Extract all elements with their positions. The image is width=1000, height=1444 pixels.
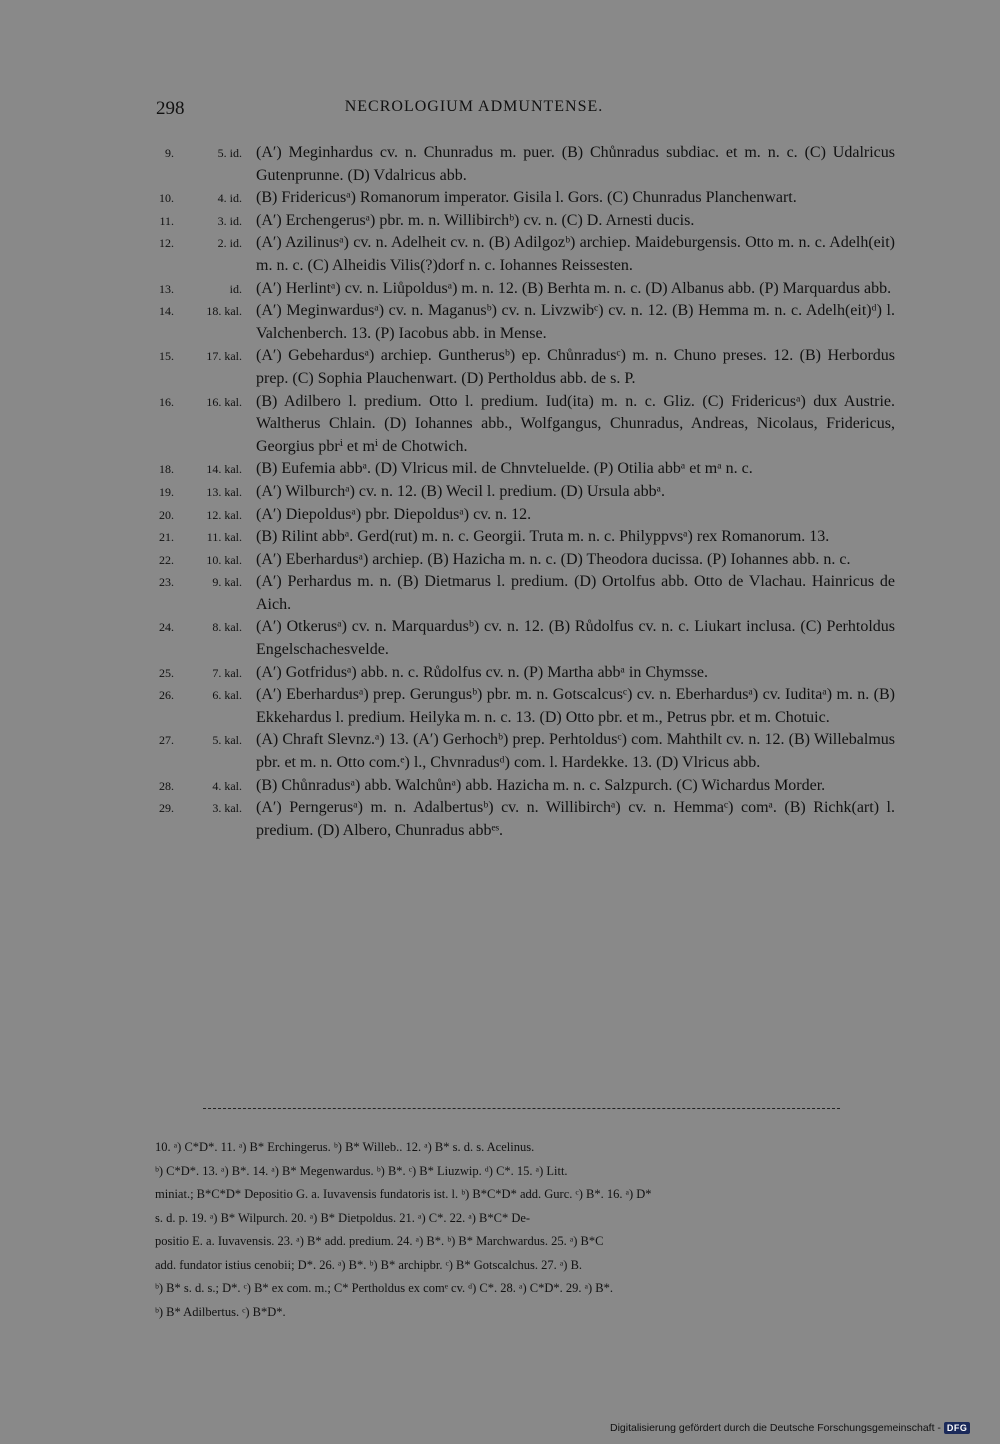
entry-text: (B) Adilbero l. predium. Otto l. predium. Iud(ita) m. n. c. Gliz. (C) Fridericusᵃ) dux Austrie. Waltherus Chlain. (D) Iohannes abb., Wolfgangus, Chunradus, Andreas, Nicolaus, Fridericus, Georgius pbrⁱ et mⁱ de Chotwich.: [256, 392, 895, 455]
necrology-entry: [150, 232, 895, 277]
footnote-line: 10. ᵃ) C*D*. 11. ᵃ) B* Erchingerus. ᵇ) B* Willeb.. 12. ᵃ) B* s. d. s. Acelinus.: [155, 1140, 535, 1154]
entry-date: 3. id.: [217, 213, 242, 228]
entry-number: 23.: [159, 575, 174, 590]
necrology-entry: [150, 775, 895, 798]
entry-number: 9.: [165, 146, 174, 160]
necrology-entry: [150, 187, 895, 210]
necrology-entry: [150, 458, 895, 481]
entry-text: (B) Eufemia abbᵃ. (D) Vlricus mil. de Chnvteluelde. (P) Otilia abbᵃ et mᵃ n. c.: [256, 460, 753, 478]
entry-date: 6. kal.: [212, 688, 242, 703]
entry-text: (A′) Diepoldusᵃ) pbr. Diepoldusᵃ) cv. n. 12.: [256, 505, 532, 523]
necrology-entry: [150, 526, 895, 549]
entry-date: 11. kal.: [206, 530, 242, 545]
entry-number: 21.: [159, 530, 174, 545]
entry-number: 12.: [159, 236, 174, 251]
necrology-entry: [150, 616, 895, 661]
entry-date: 3. kal.: [212, 801, 242, 816]
entry-text: (A′) Wilburchᵃ) cv. n. 12. (B) Wecil l. predium. (D) Ursula abbᵃ.: [256, 482, 666, 500]
entry-number: 11.: [159, 213, 174, 228]
entry-text: (A′) Perngerusᵃ) m. n. Adalbertusᵇ) cv. n. Willibirchᵃ) cv. n. Hemmaᶜ) comᵃ. (B) Richk(art) l. predium. (D) Albero, Chunradus abbᵉˢ.: [256, 799, 895, 839]
entry-date: 5. id.: [217, 146, 242, 160]
entry-date: 14. kal.: [206, 462, 242, 477]
necrology-entry: [150, 504, 895, 527]
footnote-line: ᵇ) C*D*. 13. ᵃ) B*. 14. ᵃ) B* Megenwardus. ᵇ) B*. ᶜ) B* Liuzwip. ᵈ) C*. 15. ᵃ) Litt.: [155, 1163, 568, 1178]
entry-text: (B) Chůnradusᵃ) abb. Walchůnᵃ) abb. Hazicha m. n. c. Salzpurch. (C) Wichardus Morder.: [256, 776, 826, 794]
entry-number: 19.: [159, 484, 174, 499]
entry-date: 12. kal.: [206, 507, 242, 522]
entry-date: 13. kal.: [206, 484, 242, 499]
entry-number: 18.: [159, 462, 174, 477]
entry-date: 8. kal.: [212, 620, 242, 635]
necrology-entry: [150, 662, 895, 685]
necrology-entry: [150, 571, 895, 616]
necrology-entries: [150, 142, 895, 842]
footnote-line: ᵇ) B* Adilbertus. ᶜ) B*D*.: [155, 1304, 286, 1319]
entry-number: 26.: [159, 688, 174, 703]
necrology-entry: [150, 278, 895, 301]
necrology-entry: [150, 729, 895, 774]
entry-number: 28.: [159, 778, 174, 793]
entry-text: (A′) Eberhardusᵃ) prep. Gerungusᵇ) pbr. m. n. Gotscalcusᶜ) cv. n. Eberhardusᵃ) cv. Iuditaᵃ) m. n. (B) Ekkehardus l. predium. Heilyka m. n. c. 13. (D) Otto pbr. et m., Petrus pbr. et m. Chotuic.: [256, 686, 895, 726]
entry-text: (A′) Erchengerusᵃ) pbr. m. n. Willibirchᵇ) cv. n. (C) D. Arnesti ducis.: [256, 211, 695, 229]
entry-number: 16.: [159, 394, 174, 409]
necrology-entry: [150, 300, 895, 345]
entry-text: (A′) Meginhardus cv. n. Chunradus m. puer. (B) Chůnradus subdiac. et m. n. c. (C) Udalricus Gutenprunne. (D) Vdalricus abb.: [256, 144, 895, 184]
entry-text: (A′) Meginwardusᵃ) cv. n. Maganusᵇ) cv. n. Livzwibᶜ) cv. n. 12. (B) Hemma m. n. c. Adelh(eit)ᵈ) l. Valchenberch. 13. (P) Iacobus abb. in Mense.: [256, 302, 895, 342]
footnote-line: s. d. p. 19. ᵃ) B* Wilpurch. 20. ᵃ) B* Dietpoldus. 21. ᵃ) C*. 22. ᵃ) B*C* De-: [155, 1210, 531, 1225]
necrology-entry: [150, 481, 895, 504]
entry-date: 10. kal.: [206, 552, 242, 567]
footnote-separator-rule: [203, 1108, 840, 1109]
entry-date: 16. kal.: [206, 394, 242, 409]
entry-text: (A′) Eberhardusᵃ) archiep. (B) Hazicha m. n. c. (D) Theodora ducissa. (P) Iohannes abb. n. c.: [256, 550, 851, 568]
entry-text: (A′) Otkerusᵃ) cv. n. Marquardusᵇ) cv. n. 12. (B) Růdolfus cv. n. c. Liukart inclusa. (C) Perhtoldus Engelschachesvelde.: [256, 618, 895, 659]
necrology-entry: [150, 391, 895, 459]
running-title: [48, 98, 1000, 116]
entry-number: 14.: [159, 304, 174, 319]
entry-number: 22.: [159, 552, 174, 567]
footnote-line: add. fundator istius cenobii; D*. 26. ᵃ) B*. ᵇ) B* archipbr. ᶜ) B* Gotscalchus. 27. ᵃ) B.: [155, 1257, 583, 1272]
footnote-line: positio E. a. Iuvavensis. 23. ᵃ) B* add. predium. 24. ᵃ) B*. ᵇ) B* Marchwardus. 25. ᵃ) B*C: [155, 1234, 604, 1248]
entry-date: 18. kal.: [206, 304, 242, 319]
entry-date: 9. kal.: [212, 575, 242, 590]
entry-text: (A′) Herlintᵃ) cv. n. Liůpoldusᵃ) m. n. 12. (B) Berhta m. n. c. (D) Albanus abb. (P) Marquardus abb.: [256, 279, 892, 297]
entry-number: 13.: [159, 281, 174, 296]
entry-date: 7. kal.: [212, 665, 242, 680]
credit-text: Digitalisierung gefördert durch die Deutsche Forschungsgemeinschaft -: [610, 1422, 941, 1434]
entry-text: (B) Rilint abbᵃ. Gerd(rut) m. n. c. Georgii. Truta m. n. c. Philyppvsᵃ) rex Romanorum. 13.: [256, 528, 830, 546]
entry-number: 25.: [159, 665, 174, 680]
entry-number: 10.: [159, 191, 174, 206]
entry-text: (A) Chraft Slevnz.ᵃ) 13. (A′) Gerhochᵇ) prep. Perhtoldusᶜ) com. Mahthilt cv. n. 12. (B) Willebalmus pbr. et m. n. Otto com.ᵉ) l., Chvnradusᵈ) com. l. Hardekke. 13. (D) Vlricus abb.: [256, 731, 895, 772]
entry-date: 4. kal.: [212, 778, 242, 793]
entry-number: 27.: [159, 733, 174, 748]
running-title-text: NECROLOGIUM ADMUNTENSE.: [344, 98, 604, 115]
entry-text: (A′) Gebehardusᵃ) archiep. Guntherusᵇ) ep. Chůnradusᶜ) m. n. Chuno preses. 12. (B) Herbordus prep. (C) Sophia Plauchenwart. (D) Pertholdus abb. de s. P.: [256, 347, 895, 387]
entry-date: 4. id.: [217, 191, 242, 206]
footnote-line: miniat.; B*C*D* Depositio G. a. Iuvavensis fundatoris ist. l. ᵇ) B*C*D* add. Gurc. ᶜ) B*. 16. ᵃ) D*: [155, 1187, 652, 1201]
footnotes: [155, 1136, 893, 1324]
necrology-entry: [150, 684, 895, 729]
necrology-entry: [150, 142, 895, 187]
dfg-logo-icon: DFG: [944, 1422, 971, 1434]
necrology-entry: [150, 210, 895, 233]
entry-text: (B) Fridericusᵃ) Romanorum imperator. Gisila l. Gors. (C) Chunradus Planchenwart.: [256, 189, 797, 207]
entry-number: 24.: [159, 620, 174, 635]
entry-text: (A′) Azilinusᵃ) cv. n. Adelheit cv. n. (B) Adilgozᵇ) archiep. Maideburgensis. Otto m. n. c. Adelh(eit) m. n. c. (C) Alheidis Vilis(?)dorf n. c. Iohannes Reissesten.: [256, 234, 895, 274]
entry-text: (A′) Perhardus m. n. (B) Dietmarus l. predium. (D) Ortolfus abb. Otto de Vlachau. Hainricus de Aich.: [256, 573, 895, 613]
entry-date: id.: [229, 281, 242, 296]
entry-date: 17. kal.: [206, 349, 242, 364]
necrology-entry: [150, 345, 895, 390]
necrology-entry: [150, 797, 895, 842]
footnote-line: ᵇ) B* s. d. s.; D*. ᶜ) B* ex com. m.; C* Pertholdus ex comᵉ cv. ᵈ) C*. 28. ᵃ) C*D*. 29. ᵃ) B*.: [155, 1281, 614, 1295]
entry-number: 15.: [159, 349, 174, 364]
entry-date: 5. kal.: [212, 733, 242, 748]
necrology-entry: [150, 549, 895, 572]
entry-number: 29.: [159, 801, 174, 816]
page-number: 298: [156, 98, 185, 119]
digitization-credit: [610, 1422, 970, 1434]
entry-text: (A′) Gotfridusᵃ) abb. n. c. Růdolfus cv. n. (P) Martha abbᵃ in Chymsse.: [256, 663, 709, 681]
entry-number: 20.: [159, 507, 174, 522]
entry-date: 2. id.: [217, 236, 242, 251]
